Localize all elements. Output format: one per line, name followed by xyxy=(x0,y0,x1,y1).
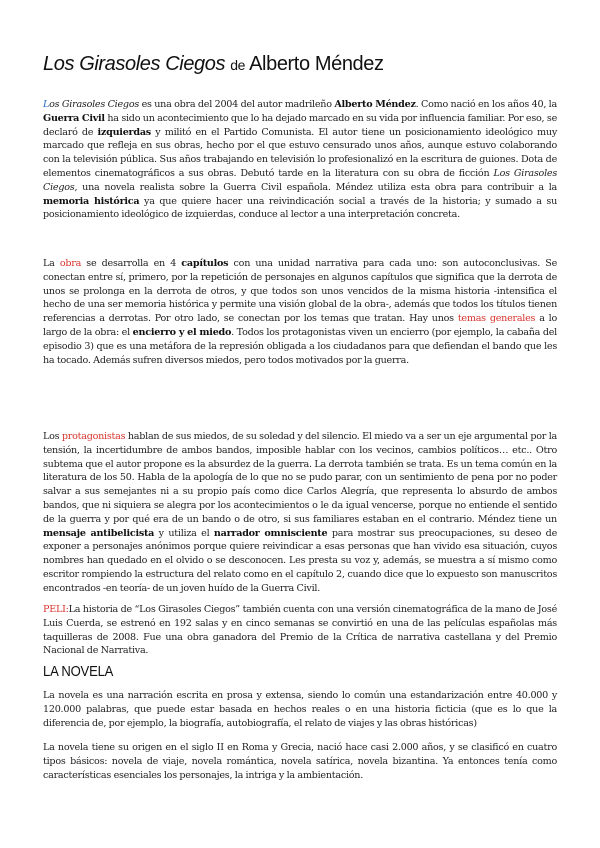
text-run: hablan de sus miedos, de su soledad y del silencio. El miedo va a ser un eje argumental por la tensión, la incertidumbre de ambos bandos, imposible hablar con los vecinos, cambios políticos… etc.. Otro subtema que el autor propone es la absurdez de la guerra. La derrota también se trata. Es un tema común en la literatura de los 50. Habla de la apología de lo que no se pudo parar, con un sentimiento de pena por no poder salvar a sus semejantes ni a su propio país como dice Carlos Alegría, que representa lo absurdo de ambos bandos, que ni siquiera se alegra por los acontecimientos o le da igual vencerse, porque no entiende el sentido de la guerra y por qué era de un bando o de otro, si sus familiares estaban en el contrario. Méndez tiene un xyxy=(43,431,557,525)
title-book: Los Girasoles Ciegos xyxy=(43,53,226,75)
text-run: , una novela realista sobre la Guerra Civil española. Méndez utiliza esta obra para contribuir a la xyxy=(74,181,557,193)
text-run: con una unidad narrativa para cada uno: son autoconclusivas. Se conectan entre sí, primero, por la repetición de personajes en algunos capítulos que significa que la derrota de unos se prolonga en la derrota de otros, y que todos son unos vencidos de la misma historia -intensifica el hecho de una ser memoria histórica y permite una visión global de la obra-, además que todos los títulos tienen referencias a derrotas. Por otro lado, se conectan por los temas que tratan. Hay unos xyxy=(43,258,557,325)
keyword-izquierdas: izquierdas xyxy=(97,126,151,138)
text-run: a lo largo de la obra: el xyxy=(43,313,557,338)
text-run: . Todos los protagonistas viven un encierro (por ejemplo, la cabaña del episodio 3) que es una metáfora de la represión obligada a los ciudadanos para que defiendan el bando que les ha tocado. Además sufren diversos miedos, pero todos motivados por la guerra. xyxy=(43,326,557,366)
text-run: . Como nació en los años 40, la xyxy=(415,99,557,110)
keyword-guerra-civil: Guerra Civil xyxy=(43,112,105,124)
text-run: y utiliza el xyxy=(154,527,214,539)
book-name: os Girasoles Ciegos xyxy=(49,99,140,110)
text-run: ha sido un acontecimiento que lo ha dejado marcado en su vida por influencia familiar. Por eso, se declaró de xyxy=(43,112,557,138)
keyword-memoria-historica: memoria histórica xyxy=(43,195,140,207)
section-heading-la-novela: LA NOVELA xyxy=(43,664,114,680)
paragraph-protagonists xyxy=(43,430,557,596)
document-title xyxy=(43,53,384,76)
paragraph-novel-origin: La novela tiene su origen en el siglo II en Roma y Grecia, nació hace casi 2.000 años, y se clasificó en cuatro tipos básicos: novela de viaje, novela romántica, novela satírica, novela bizantina. Ya entonces tenía como características esenciales los personajes, la intriga y la ambientación. xyxy=(43,742,557,781)
text-run: Los xyxy=(43,431,62,442)
text-run: y militó en el Partido Comunista. El autor tiene un posicionamiento ideológico muy marcado que refleja en sus obras, hecho por el que estuvo censurado unos años, aunque estuvo colaborando con la televisión pública. Sus años trabajando en televisión lo profesionalizó en la escritura de guiones. Dota de elementos cinematográficos a sus obras. Debutó tarde en la literatura con su obra de ficción xyxy=(43,126,557,179)
highlight-obra: obra xyxy=(59,258,82,269)
book-name-italic: Los Girasoles Ciegos xyxy=(43,167,558,193)
keyword-narrador-omnisciente: narrador omnisciente xyxy=(213,527,328,539)
highlight-peli: PELI: xyxy=(43,604,69,615)
dropcap-letter: L xyxy=(43,99,50,110)
highlight-temas-generales: temas generales xyxy=(457,313,536,325)
paragraph-structure xyxy=(43,257,557,367)
keyword-capitulos: capítulos xyxy=(181,258,229,269)
title-author: Alberto Méndez xyxy=(249,53,384,75)
text-run: La historia de “Los Girasoles Ciegos” también cuenta con una versión cinematográfica de la mano de José Luis Cuerda, se estrenó en 192 salas y en cinco semanas se convirtió en una de las películas españolas más taquilleras de 2008. Fue una obra ganadora del Premio de la Crítica de narrativa castellana y del Premio Nacional de Narrativa. xyxy=(43,604,557,657)
keyword-encierro-miedo: encierro y el miedo xyxy=(132,326,232,338)
text-run: para mostrar sus preocupaciones, su deseo de exponer a personajes anónimos porque quiere reivindicar a esas personas que han vivido esa situación, cuyos nombres han quedado en el olvido o se desconocen. Les presta su voz y, además, se muestra a sí mismo como escritor rompiendo la estructura del relato como en el capítulo 2, cuando dice que lo expuesto son manuscritos encontrados -en teoría- de un joven huído de la Guerra Civil. xyxy=(43,527,557,594)
keyword-mensaje-antibelicista: mensaje antibelicista xyxy=(43,527,155,539)
title-connector: de xyxy=(230,57,246,73)
text-run: La xyxy=(43,258,60,269)
paragraph-film xyxy=(43,603,557,658)
author-name: Alberto Méndez xyxy=(334,99,416,110)
text-run: se desarrolla en 4 xyxy=(81,258,182,269)
text-run: es una obra del 2004 del autor madrileño xyxy=(139,99,335,110)
paragraph-author-intro xyxy=(43,98,557,222)
text-run: ya que quiere hacer una reivindicación social a través de la historia; y sumado a su posicionamiento ideológico de izquierdas, conduce al lector a una interpretación concreta. xyxy=(43,195,557,221)
highlight-protagonistas: protagonistas xyxy=(61,431,126,442)
paragraph-novel-definition: La novela es una narración escrita en prosa y extensa, siendo lo común una estandarización entre 40.000 y 120.000 palabras, que puede estar basada en hechos reales o en una historia ficticia (que es lo que la diferencia de, por ejemplo, la biografía, autobiografía, el relato de viajes y las obras históricas) xyxy=(43,690,557,729)
